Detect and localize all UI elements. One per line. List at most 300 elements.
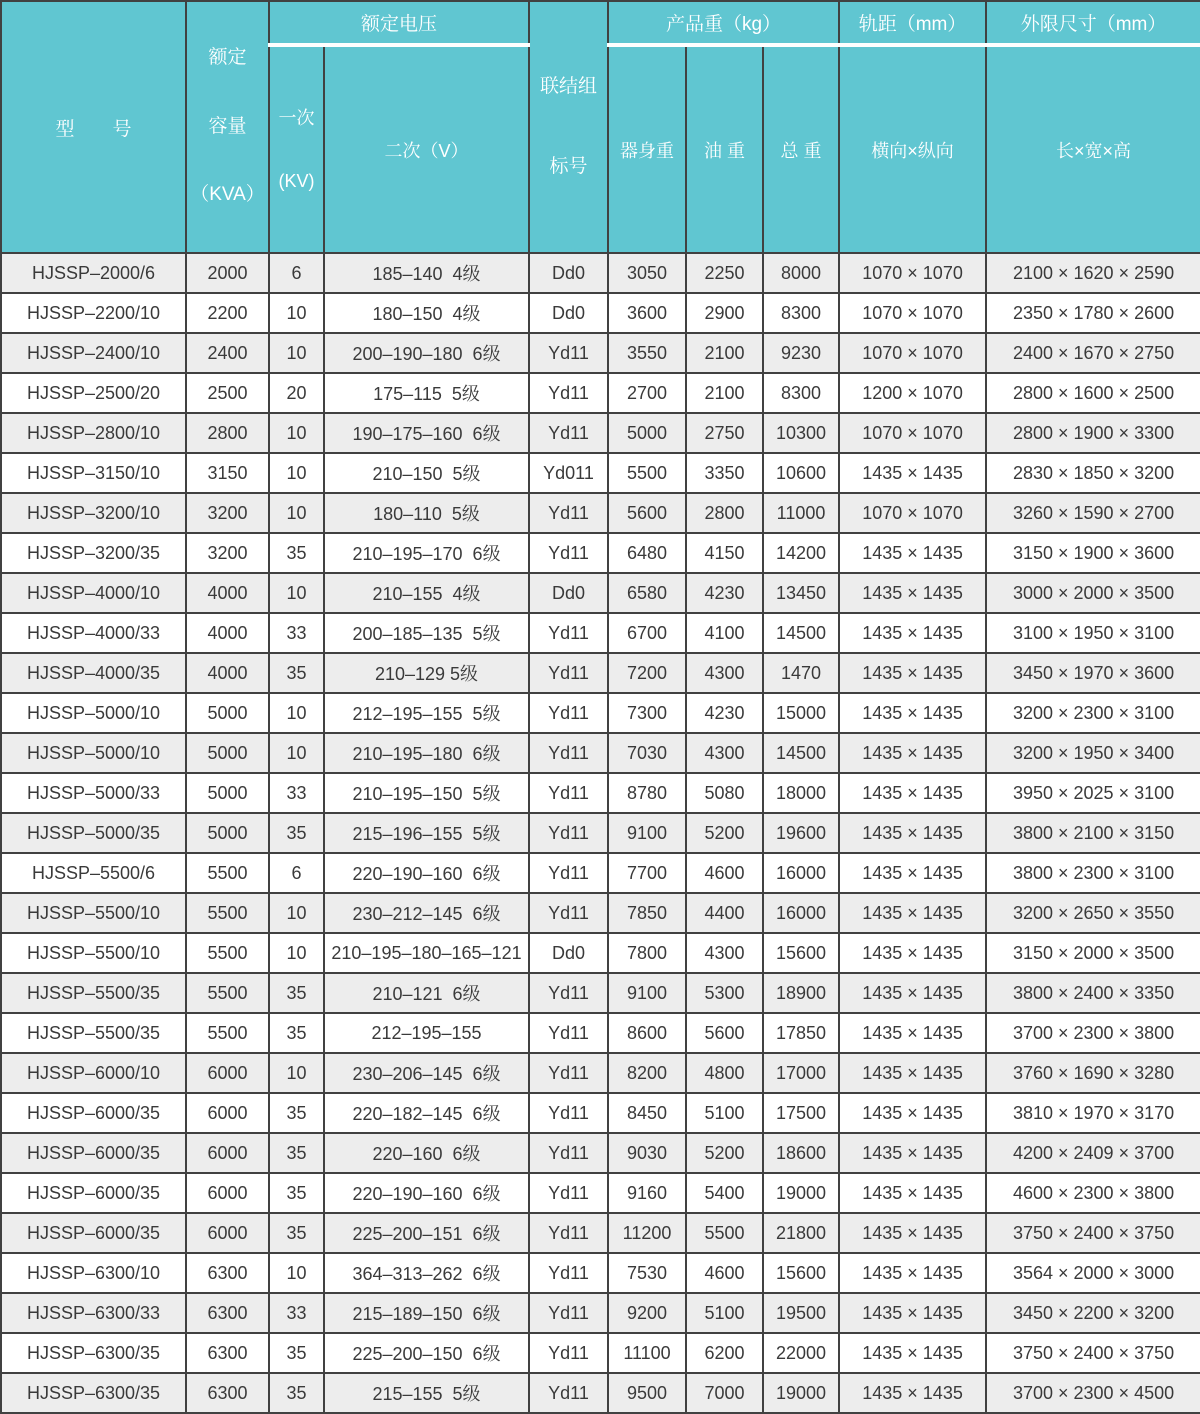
spec-table-row: [1, 253, 1200, 293]
total-weight-cell: 17000: [763, 1053, 839, 1093]
capacity-cell: 6000: [186, 1133, 269, 1173]
spec-table-row: [1, 1053, 1200, 1093]
secondary-voltage-cell: 225–200–151 6级: [324, 1213, 529, 1253]
dimensions-cell: 2800 × 1600 × 2500: [986, 373, 1200, 413]
oil-weight-cell: 2900: [686, 293, 763, 333]
gauge-cell: 1435 × 1435: [839, 1093, 986, 1133]
connection-symbol-cell: Yd11: [529, 733, 608, 773]
body-weight-cell: 5000: [608, 413, 686, 453]
primary-voltage-cell: 33: [269, 773, 324, 813]
capacity-cell: 6300: [186, 1373, 269, 1413]
secondary-voltage-cell: 175–115 5级: [324, 373, 529, 413]
col-header-body-weight: 器身重: [608, 45, 686, 253]
col-header-capacity: [186, 1, 269, 253]
model-cell: HJSSP–2800/10: [1, 413, 186, 453]
total-weight-cell: 8000: [763, 253, 839, 293]
secondary-voltage-cell: 364–313–262 6级: [324, 1253, 529, 1293]
col-header-total-weight: 总 重: [763, 45, 839, 253]
spec-table-body: [1, 253, 1200, 1413]
secondary-voltage-cell: 212–195–155: [324, 1013, 529, 1053]
connection-symbol-cell: Yd11: [529, 613, 608, 653]
model-cell: HJSSP–5500/10: [1, 893, 186, 933]
spec-table-row: [1, 293, 1200, 333]
gauge-cell: 1435 × 1435: [839, 1013, 986, 1053]
spec-table-row: [1, 1213, 1200, 1253]
gauge-cell: 1435 × 1435: [839, 653, 986, 693]
spec-table-row: [1, 493, 1200, 533]
capacity-cell: 2000: [186, 253, 269, 293]
gauge-cell: 1435 × 1435: [839, 933, 986, 973]
total-weight-cell: 17500: [763, 1093, 839, 1133]
oil-weight-cell: 4300: [686, 933, 763, 973]
oil-weight-cell: 6200: [686, 1333, 763, 1373]
dimensions-cell: 3700 × 2300 × 3800: [986, 1013, 1200, 1053]
gauge-cell: 1435 × 1435: [839, 893, 986, 933]
capacity-cell: 4000: [186, 573, 269, 613]
connection-symbol-cell: Yd11: [529, 1133, 608, 1173]
dimensions-cell: 3750 × 2400 × 3750: [986, 1333, 1200, 1373]
dimensions-cell: 3564 × 2000 × 3000: [986, 1253, 1200, 1293]
model-cell: HJSSP–5500/6: [1, 853, 186, 893]
capacity-cell: 2200: [186, 293, 269, 333]
total-weight-cell: 15600: [763, 933, 839, 973]
model-cell: HJSSP–6300/35: [1, 1373, 186, 1413]
primary-voltage-cell: 10: [269, 453, 324, 493]
oil-weight-cell: 4300: [686, 733, 763, 773]
total-weight-cell: 13450: [763, 573, 839, 613]
gauge-cell: 1435 × 1435: [839, 1333, 986, 1373]
spec-table-row: [1, 973, 1200, 1013]
oil-weight-cell: 4230: [686, 693, 763, 733]
connection-symbol-cell: Yd11: [529, 853, 608, 893]
connection-symbol-cell: Yd11: [529, 973, 608, 1013]
primary-voltage-cell: 10: [269, 1053, 324, 1093]
model-cell: HJSSP–6300/33: [1, 1293, 186, 1333]
primary-voltage-cell: 10: [269, 293, 324, 333]
oil-weight-cell: 2100: [686, 333, 763, 373]
capacity-cell: 6300: [186, 1333, 269, 1373]
dimensions-cell: 3450 × 2200 × 3200: [986, 1293, 1200, 1333]
body-weight-cell: 8600: [608, 1013, 686, 1053]
total-weight-cell: 11000: [763, 493, 839, 533]
body-weight-cell: 7200: [608, 653, 686, 693]
body-weight-cell: 9200: [608, 1293, 686, 1333]
spec-table-header: [1, 1, 1200, 253]
spec-table-row: [1, 853, 1200, 893]
capacity-cell: 6300: [186, 1293, 269, 1333]
connection-symbol-cell: Yd11: [529, 1013, 608, 1053]
primary-voltage-cell: 35: [269, 1133, 324, 1173]
oil-weight-cell: 4150: [686, 533, 763, 573]
total-weight-cell: 16000: [763, 893, 839, 933]
dimensions-cell: 4600 × 2300 × 3800: [986, 1173, 1200, 1213]
total-weight-cell: 10600: [763, 453, 839, 493]
capacity-cell: 6300: [186, 1253, 269, 1293]
capacity-cell: 4000: [186, 613, 269, 653]
dimensions-cell: 3200 × 2650 × 3550: [986, 893, 1200, 933]
body-weight-cell: 5600: [608, 493, 686, 533]
capacity-cell: 2400: [186, 333, 269, 373]
dimensions-cell: 2350 × 1780 × 2600: [986, 293, 1200, 333]
secondary-voltage-cell: 220–190–160 6级: [324, 853, 529, 893]
oil-weight-cell: 4600: [686, 1253, 763, 1293]
model-cell: HJSSP–6300/10: [1, 1253, 186, 1293]
connection-symbol-cell: Yd11: [529, 893, 608, 933]
secondary-voltage-cell: 210–121 6级: [324, 973, 529, 1013]
body-weight-cell: 8200: [608, 1053, 686, 1093]
capacity-cell: 6000: [186, 1173, 269, 1213]
secondary-voltage-cell: 210–195–150 5级: [324, 773, 529, 813]
body-weight-cell: 3600: [608, 293, 686, 333]
gauge-cell: 1200 × 1070: [839, 373, 986, 413]
spec-table-row: [1, 653, 1200, 693]
gauge-cell: 1435 × 1435: [839, 693, 986, 733]
spec-table-row: [1, 893, 1200, 933]
dimensions-cell: 3450 × 1970 × 3600: [986, 653, 1200, 693]
gauge-cell: 1435 × 1435: [839, 1293, 986, 1333]
body-weight-cell: 8780: [608, 773, 686, 813]
capacity-cell: 3150: [186, 453, 269, 493]
body-weight-cell: 8450: [608, 1093, 686, 1133]
connection-symbol-cell: Yd11: [529, 1053, 608, 1093]
model-cell: HJSSP–6000/35: [1, 1213, 186, 1253]
primary-voltage-cell: 35: [269, 1173, 324, 1213]
capacity-cell: 6000: [186, 1093, 269, 1133]
model-cell: HJSSP–6000/10: [1, 1053, 186, 1093]
gauge-cell: 1070 × 1070: [839, 293, 986, 333]
dimensions-cell: 3800 × 2300 × 3100: [986, 853, 1200, 893]
model-cell: HJSSP–5000/10: [1, 693, 186, 733]
total-weight-cell: 21800: [763, 1213, 839, 1253]
col-header-weight-group: 产品重（kg）: [608, 1, 839, 45]
spec-table-row: [1, 693, 1200, 733]
gauge-cell: 1435 × 1435: [839, 973, 986, 1013]
model-cell: HJSSP–2200/10: [1, 293, 186, 333]
col-header-dimensions-group: 外限尺寸（mm）: [986, 1, 1200, 45]
connection-symbol-cell: Yd11: [529, 373, 608, 413]
total-weight-cell: 9230: [763, 333, 839, 373]
gauge-cell: 1435 × 1435: [839, 1173, 986, 1213]
capacity-cell: 5500: [186, 973, 269, 1013]
total-weight-cell: 17850: [763, 1013, 839, 1053]
secondary-voltage-cell: 230–206–145 6级: [324, 1053, 529, 1093]
secondary-voltage-cell: 180–110 5级: [324, 493, 529, 533]
body-weight-cell: 2700: [608, 373, 686, 413]
total-weight-cell: 19500: [763, 1293, 839, 1333]
secondary-voltage-cell: 210–195–180 6级: [324, 733, 529, 773]
body-weight-cell: 9500: [608, 1373, 686, 1413]
connection-symbol-cell: Yd11: [529, 653, 608, 693]
col-header-secondary-voltage: 二次（V）: [324, 45, 529, 253]
total-weight-cell: 18600: [763, 1133, 839, 1173]
primary-voltage-cell: 10: [269, 493, 324, 533]
body-weight-cell: 9160: [608, 1173, 686, 1213]
col-header-primary-voltage: [269, 45, 324, 253]
model-cell: HJSSP–3200/10: [1, 493, 186, 533]
dimensions-cell: 2830 × 1850 × 3200: [986, 453, 1200, 493]
oil-weight-cell: 5300: [686, 973, 763, 1013]
primary-voltage-cell: 35: [269, 1093, 324, 1133]
total-weight-cell: 14500: [763, 613, 839, 653]
primary-voltage-cell: 10: [269, 333, 324, 373]
model-cell: HJSSP–5000/10: [1, 733, 186, 773]
body-weight-cell: 9100: [608, 813, 686, 853]
spec-table-row: [1, 1173, 1200, 1213]
col-header-capacity-line: 容量: [208, 115, 247, 137]
dimensions-cell: 3150 × 1900 × 3600: [986, 533, 1200, 573]
total-weight-cell: 15600: [763, 1253, 839, 1293]
gauge-cell: 1070 × 1070: [839, 493, 986, 533]
oil-weight-cell: 2750: [686, 413, 763, 453]
col-header-capacity-line: （KVA）: [190, 184, 265, 206]
total-weight-cell: 8300: [763, 373, 839, 413]
secondary-voltage-cell: 190–175–160 6级: [324, 413, 529, 453]
primary-voltage-cell: 33: [269, 1293, 324, 1333]
spec-table-row: [1, 933, 1200, 973]
primary-voltage-cell: 35: [269, 653, 324, 693]
connection-symbol-cell: Yd11: [529, 693, 608, 733]
model-cell: HJSSP–6000/35: [1, 1133, 186, 1173]
primary-voltage-cell: 10: [269, 733, 324, 773]
connection-symbol-cell: Yd11: [529, 1093, 608, 1133]
oil-weight-cell: 5100: [686, 1093, 763, 1133]
spec-table-row: [1, 453, 1200, 493]
dimensions-cell: 3200 × 1950 × 3400: [986, 733, 1200, 773]
dimensions-cell: 3800 × 2100 × 3150: [986, 813, 1200, 853]
total-weight-cell: 1470: [763, 653, 839, 693]
connection-symbol-cell: Yd11: [529, 1253, 608, 1293]
oil-weight-cell: 7000: [686, 1373, 763, 1413]
secondary-voltage-cell: 212–195–155 5级: [324, 693, 529, 733]
total-weight-cell: 10300: [763, 413, 839, 453]
model-cell: HJSSP–5000/35: [1, 813, 186, 853]
oil-weight-cell: 5500: [686, 1213, 763, 1253]
connection-symbol-cell: Yd11: [529, 333, 608, 373]
secondary-voltage-cell: 210–129 5级: [324, 653, 529, 693]
capacity-cell: 6000: [186, 1053, 269, 1093]
oil-weight-cell: 4800: [686, 1053, 763, 1093]
gauge-cell: 1070 × 1070: [839, 413, 986, 453]
connection-symbol-cell: Yd11: [529, 533, 608, 573]
oil-weight-cell: 4400: [686, 893, 763, 933]
model-cell: HJSSP–5500/10: [1, 933, 186, 973]
secondary-voltage-cell: 215–196–155 5级: [324, 813, 529, 853]
primary-voltage-cell: 35: [269, 533, 324, 573]
spec-table-row: [1, 1373, 1200, 1413]
spec-table-row: [1, 413, 1200, 453]
secondary-voltage-cell: 210–155 4级: [324, 573, 529, 613]
capacity-cell: 5500: [186, 933, 269, 973]
body-weight-cell: 7700: [608, 853, 686, 893]
model-cell: HJSSP–4000/10: [1, 573, 186, 613]
oil-weight-cell: 4100: [686, 613, 763, 653]
dimensions-cell: 3700 × 2300 × 4500: [986, 1373, 1200, 1413]
secondary-voltage-cell: 200–190–180 6级: [324, 333, 529, 373]
gauge-cell: 1435 × 1435: [839, 1373, 986, 1413]
connection-symbol-cell: Yd11: [529, 1373, 608, 1413]
spec-table-row: [1, 1333, 1200, 1373]
primary-voltage-cell: 35: [269, 1333, 324, 1373]
connection-symbol-cell: Dd0: [529, 573, 608, 613]
dimensions-cell: 3150 × 2000 × 3500: [986, 933, 1200, 973]
oil-weight-cell: 2100: [686, 373, 763, 413]
col-header-connection-line: 标号: [549, 156, 588, 178]
spec-table-row: [1, 773, 1200, 813]
gauge-cell: 1435 × 1435: [839, 573, 986, 613]
gauge-cell: 1435 × 1435: [839, 813, 986, 853]
oil-weight-cell: 5200: [686, 1133, 763, 1173]
gauge-cell: 1435 × 1435: [839, 773, 986, 813]
oil-weight-cell: 4300: [686, 653, 763, 693]
spec-table-row: [1, 1093, 1200, 1133]
capacity-cell: 5500: [186, 1013, 269, 1053]
primary-voltage-cell: 35: [269, 1213, 324, 1253]
col-header-connection-line: 联结组: [540, 75, 598, 97]
gauge-cell: 1435 × 1435: [839, 1133, 986, 1173]
primary-voltage-cell: 33: [269, 613, 324, 653]
dimensions-cell: 3200 × 2300 × 3100: [986, 693, 1200, 733]
spec-table-row: [1, 573, 1200, 613]
capacity-cell: 3200: [186, 533, 269, 573]
col-header-connection: [529, 1, 608, 253]
secondary-voltage-cell: 210–195–170 6级: [324, 533, 529, 573]
secondary-voltage-cell: 200–185–135 5级: [324, 613, 529, 653]
body-weight-cell: 6580: [608, 573, 686, 613]
connection-symbol-cell: Yd11: [529, 493, 608, 533]
secondary-voltage-cell: 185–140 4级: [324, 253, 529, 293]
oil-weight-cell: 5100: [686, 1293, 763, 1333]
total-weight-cell: 19000: [763, 1373, 839, 1413]
capacity-cell: 5500: [186, 853, 269, 893]
model-cell: HJSSP–3150/10: [1, 453, 186, 493]
gauge-cell: 1070 × 1070: [839, 253, 986, 293]
spec-table-row: [1, 1293, 1200, 1333]
gauge-cell: 1435 × 1435: [839, 733, 986, 773]
spec-table-row: [1, 1013, 1200, 1053]
dimensions-cell: 2100 × 1620 × 2590: [986, 253, 1200, 293]
model-cell: HJSSP–2500/20: [1, 373, 186, 413]
oil-weight-cell: 5600: [686, 1013, 763, 1053]
oil-weight-cell: 4600: [686, 853, 763, 893]
model-cell: HJSSP–2000/6: [1, 253, 186, 293]
capacity-cell: 5000: [186, 813, 269, 853]
total-weight-cell: 16000: [763, 853, 839, 893]
total-weight-cell: 18900: [763, 973, 839, 1013]
dimensions-cell: 3760 × 1690 × 3280: [986, 1053, 1200, 1093]
primary-voltage-cell: 6: [269, 253, 324, 293]
model-cell: HJSSP–6300/35: [1, 1333, 186, 1373]
col-header-dimensions-sub: 长×宽×高: [986, 45, 1200, 253]
col-header-voltage-group: 额定电压: [269, 1, 529, 45]
dimensions-cell: 3000 × 2000 × 3500: [986, 573, 1200, 613]
col-header-gauge-sub: 横向×纵向: [839, 45, 986, 253]
total-weight-cell: 15000: [763, 693, 839, 733]
capacity-cell: 5000: [186, 733, 269, 773]
body-weight-cell: 7850: [608, 893, 686, 933]
body-weight-cell: 7300: [608, 693, 686, 733]
primary-voltage-cell: 35: [269, 813, 324, 853]
col-header-oil-weight: 油 重: [686, 45, 763, 253]
gauge-cell: 1435 × 1435: [839, 533, 986, 573]
dimensions-cell: 3800 × 2400 × 3350: [986, 973, 1200, 1013]
model-cell: HJSSP–4000/35: [1, 653, 186, 693]
capacity-cell: 3200: [186, 493, 269, 533]
oil-weight-cell: 2800: [686, 493, 763, 533]
total-weight-cell: 22000: [763, 1333, 839, 1373]
primary-voltage-cell: 35: [269, 973, 324, 1013]
spec-table-row: [1, 533, 1200, 573]
primary-voltage-cell: 6: [269, 853, 324, 893]
gauge-cell: 1435 × 1435: [839, 853, 986, 893]
connection-symbol-cell: Yd11: [529, 1213, 608, 1253]
connection-symbol-cell: Yd11: [529, 813, 608, 853]
col-header-capacity-line: 额定: [208, 47, 247, 68]
model-cell: HJSSP–6000/35: [1, 1173, 186, 1213]
body-weight-cell: 11100: [608, 1333, 686, 1373]
body-weight-cell: 7030: [608, 733, 686, 773]
primary-voltage-cell: 10: [269, 893, 324, 933]
model-cell: HJSSP–5500/35: [1, 1013, 186, 1053]
col-header-model: 型 号: [1, 1, 186, 253]
connection-symbol-cell: Dd0: [529, 253, 608, 293]
primary-voltage-cell: 20: [269, 373, 324, 413]
secondary-voltage-cell: 215–155 5级: [324, 1373, 529, 1413]
capacity-cell: 5500: [186, 893, 269, 933]
spec-table-row: [1, 813, 1200, 853]
connection-symbol-cell: Yd11: [529, 1173, 608, 1213]
oil-weight-cell: 5400: [686, 1173, 763, 1213]
gauge-cell: 1435 × 1435: [839, 613, 986, 653]
body-weight-cell: 7530: [608, 1253, 686, 1293]
secondary-voltage-cell: 220–182–145 6级: [324, 1093, 529, 1133]
gauge-cell: 1435 × 1435: [839, 453, 986, 493]
secondary-voltage-cell: 210–195–180–165–121: [324, 933, 529, 973]
secondary-voltage-cell: 210–150 5级: [324, 453, 529, 493]
connection-symbol-cell: Yd11: [529, 1333, 608, 1373]
primary-voltage-cell: 10: [269, 933, 324, 973]
capacity-cell: 6000: [186, 1213, 269, 1253]
body-weight-cell: 6480: [608, 533, 686, 573]
oil-weight-cell: 4230: [686, 573, 763, 613]
connection-symbol-cell: Yd11: [529, 413, 608, 453]
col-header-gauge-group: 轨距（mm）: [839, 1, 986, 45]
gauge-cell: 1435 × 1435: [839, 1053, 986, 1093]
total-weight-cell: 18000: [763, 773, 839, 813]
primary-voltage-cell: 10: [269, 1253, 324, 1293]
body-weight-cell: 9030: [608, 1133, 686, 1173]
spec-table-row: [1, 1253, 1200, 1293]
connection-symbol-cell: Yd011: [529, 453, 608, 493]
dimensions-cell: 3100 × 1950 × 3100: [986, 613, 1200, 653]
connection-symbol-cell: Dd0: [529, 933, 608, 973]
dimensions-cell: 3950 × 2025 × 3100: [986, 773, 1200, 813]
dimensions-cell: 2800 × 1900 × 3300: [986, 413, 1200, 453]
total-weight-cell: 14500: [763, 733, 839, 773]
col-header-primary-line: 一次: [278, 107, 315, 128]
spec-table-row: [1, 733, 1200, 773]
model-cell: HJSSP–2400/10: [1, 333, 186, 373]
secondary-voltage-cell: 230–212–145 6级: [324, 893, 529, 933]
oil-weight-cell: 5200: [686, 813, 763, 853]
connection-symbol-cell: Yd11: [529, 773, 608, 813]
model-cell: HJSSP–6000/35: [1, 1093, 186, 1133]
spec-table-row: [1, 333, 1200, 373]
model-cell: HJSSP–4000/33: [1, 613, 186, 653]
secondary-voltage-cell: 180–150 4级: [324, 293, 529, 333]
body-weight-cell: 3550: [608, 333, 686, 373]
secondary-voltage-cell: 220–190–160 6级: [324, 1173, 529, 1213]
body-weight-cell: 7800: [608, 933, 686, 973]
